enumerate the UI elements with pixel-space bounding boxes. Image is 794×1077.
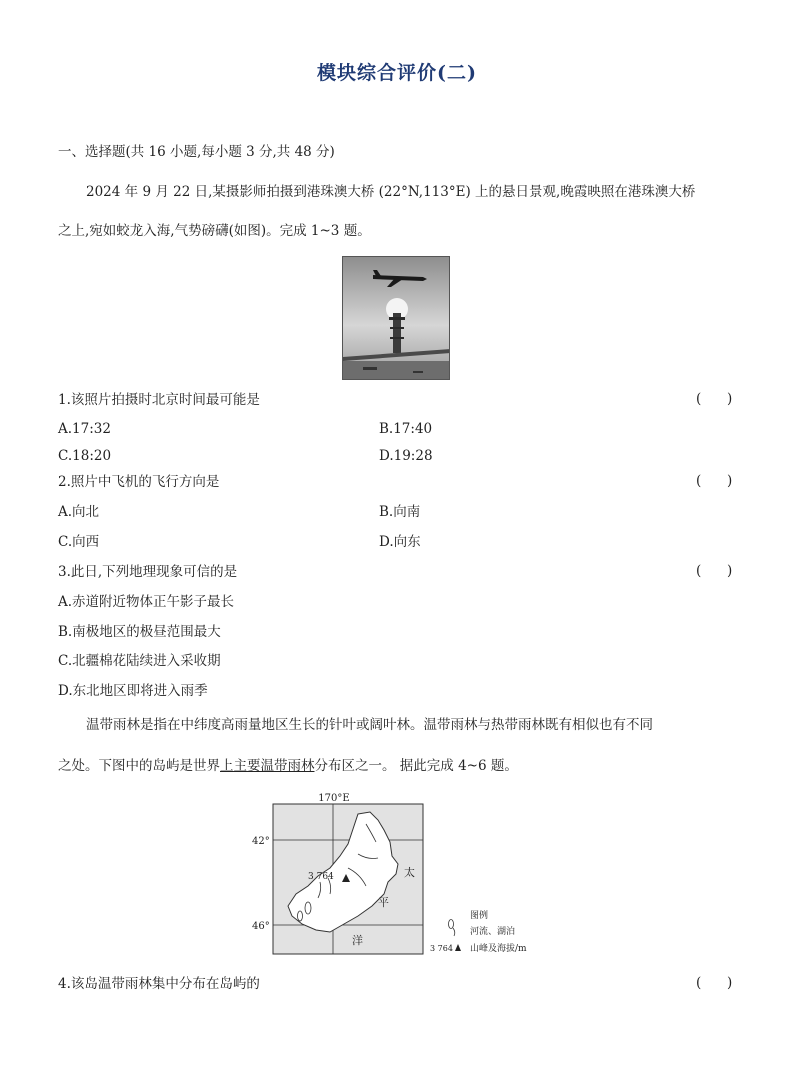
legend-peak-label: 山峰及海拔/m [470, 944, 527, 954]
option-c: C.向西 [58, 534, 100, 550]
map-legend [430, 909, 527, 954]
passage2-line2: 之处。下图中的岛屿是世界上主要温带雨林分布区之一。 据此完成 4~6 题。 [58, 758, 518, 774]
option-d: D.东北地区即将进入雨季 [58, 683, 208, 699]
passage2-line1: 温带雨林是指在中纬度高雨量地区生长的针叶或阔叶林。温带雨林与热带雨林既有相似也有不同 [86, 717, 653, 733]
latitude-label-top: 42° [252, 836, 270, 847]
sea-label-3: 洋 [352, 934, 363, 947]
page-title: 模块综合评价(二) [317, 62, 477, 84]
option-b: B.17:40 [379, 421, 433, 437]
option-c: C.18:20 [58, 448, 112, 464]
sea-label-1: 太 [404, 866, 415, 879]
passage1-line1: 2024 年 9 月 22 日,某摄影师拍摄到港珠澳大桥 (22°N,113°E) 上的悬日景观,晚霞映照在港珠澳大桥 [86, 184, 696, 200]
answer-bracket: ( ) [696, 975, 733, 991]
section-heading: 一、选择题(共 16 小题,每小题 3 分,共 48 分) [58, 144, 335, 160]
option-d: D.19:28 [379, 448, 433, 464]
option-a: A.向北 [58, 504, 100, 520]
legend-peak-value: 3 764 [430, 944, 453, 953]
option-c: C.北疆棉花陆续进入采收期 [58, 653, 221, 669]
answer-bracket: ( ) [696, 473, 733, 489]
question-3-stem: 3.此日,下列地理现象可信的是 [58, 564, 238, 580]
passage1-line2: 之上,宛如蛟龙入海,气势磅礴(如图)。完成 1~3 题。 [58, 223, 371, 239]
question-2-stem: 2.照片中飞机的飞行方向是 [58, 474, 220, 490]
option-a: A.赤道附近物体正午影子最长 [58, 594, 235, 610]
question-1-stem: 1.该照片拍摄时北京时间最可能是 [58, 392, 260, 408]
answer-bracket: ( ) [696, 391, 733, 407]
latitude-label-bottom: 46° [252, 921, 270, 932]
option-a: A.17:32 [58, 421, 111, 437]
option-b: B.向南 [379, 504, 421, 520]
option-b: B.南极地区的极昼范围最大 [58, 624, 221, 640]
peak-icon [455, 944, 461, 951]
legend-title: 图例 [470, 911, 489, 921]
answer-bracket: ( ) [696, 563, 733, 579]
question-4-stem: 4.该岛温带雨林集中分布在岛屿的 [58, 976, 260, 992]
sea-label-2: 平 [378, 896, 389, 909]
island-map-figure [248, 790, 558, 960]
peak-elevation-label: 3 764 [308, 872, 334, 882]
longitude-label: 170°E [318, 793, 350, 804]
bridge-sunset-photo [342, 256, 450, 380]
option-d: D.向东 [379, 534, 421, 550]
legend-river-label: 河流、湖泊 [470, 927, 516, 937]
